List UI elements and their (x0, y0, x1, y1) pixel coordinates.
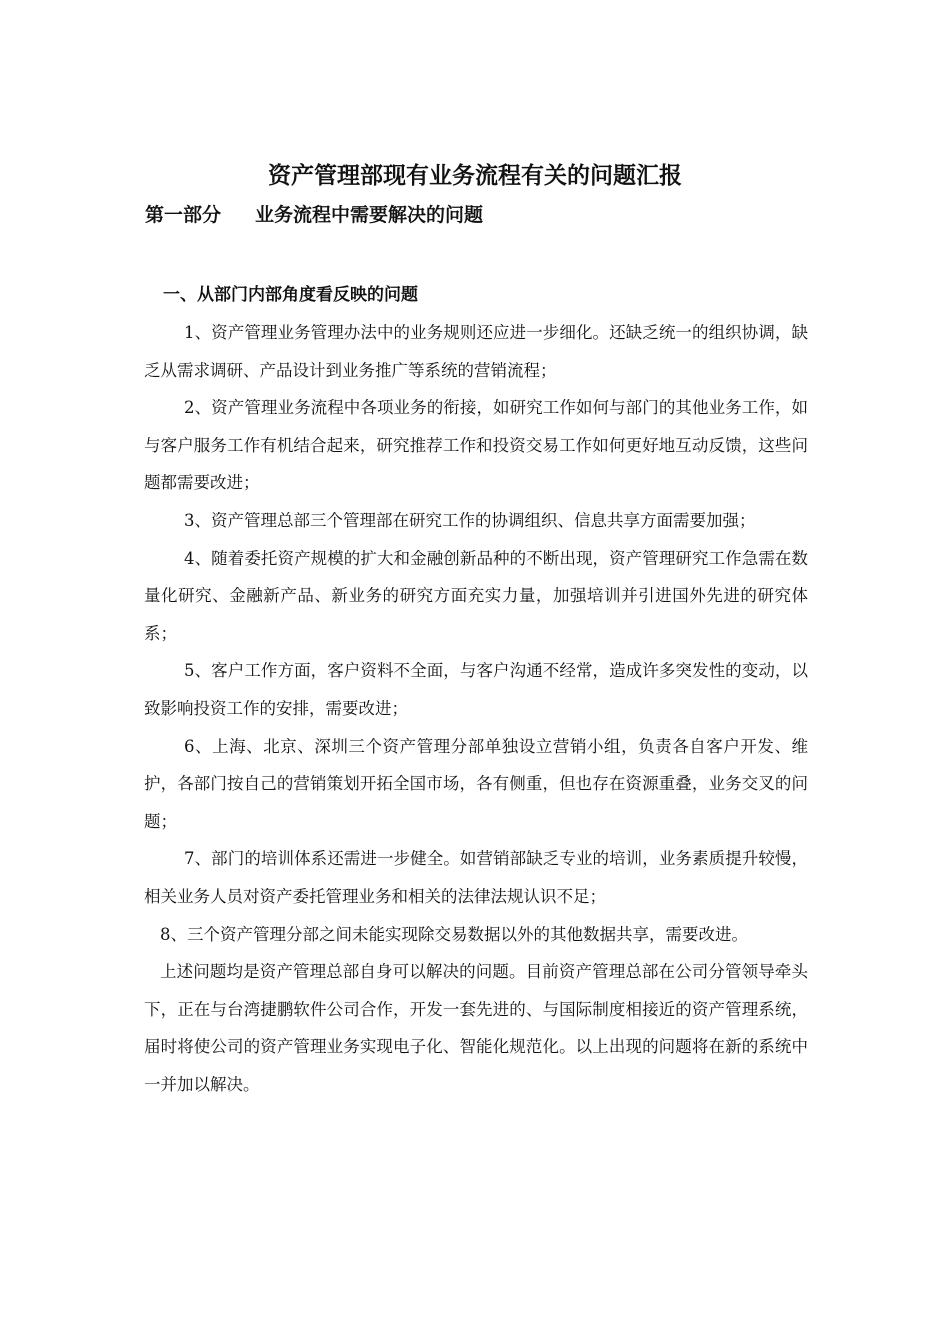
list-item: 1、资产管理业务管理办法中的业务规则还应进一步细化。还缺乏统一的组织协调，缺乏从需求调研、产品设计到业务推广等系统的营销流程； (144, 323, 808, 380)
document-title: 资产管理部现有业务流程有关的问题汇报 (268, 162, 682, 189)
list-item: 7、部门的培训体系还需进一步健全。如营销部缺乏专业的培训，业务素质提升较慢，相关业务人员对资产委托管理业务和相关的法律法规认识不足； (144, 849, 808, 906)
list-item: 6、上海、北京、深圳三个资产管理分部单独设立营销小组，负责各自客户开发、维护，各部门按自己的营销策划开拓全国市场，各有侧重，但也存在资源重叠，业务交叉的问题； (144, 736, 808, 831)
summary-paragraph: 上述问题均是资产管理总部自身可以解决的问题。目前资产管理总部在公司分管领导牵头下，正在与台湾捷鹏软件公司合作，开发一套先进的、与国际制度相接近的资产管理系统，届时将使公司的资产管理业务实现电子化、智能化规范化。以上出现的问题将在新的系统中一并加以解决。 (144, 962, 808, 1094)
list-item-8: 8、三个资产管理分部之间未能实现除交易数据以外的其他数据共享，需要改进。 (160, 924, 748, 944)
part-heading-text: 业务流程中需要解决的问题 (255, 204, 484, 226)
document-body (144, 314, 808, 1103)
part-heading (145, 198, 483, 232)
list-item: 4、随着委托资产规模的扩大和金融创新品种的不断出现，资产管理研究工作急需在数量化研究、金融新产品、新业务的研究方面充实力量，加强培训并引进国外先进的研究体系； (144, 548, 808, 643)
list-item: 2、资产管理业务流程中各项业务的衔接，如研究工作如何与部门的其他业务工作，如与客户服务工作有机结合起来，研究推荐工作和投资交易工作如何更好地互动反馈，这些问题都需要改进； (144, 398, 808, 493)
part-heading-label: 第一部分 (145, 204, 222, 226)
section-heading: 一、从部门内部角度看反映的问题 (163, 285, 418, 305)
list-item: 5、客户工作方面，客户资料不全面，与客户沟通不经常，造成许多突发性的变动，以致影响投资工作的安排，需要改进； (144, 661, 808, 718)
list-item: 3、资产管理总部三个管理部在研究工作的协调组织、信息共享方面需要加强； (184, 510, 756, 530)
